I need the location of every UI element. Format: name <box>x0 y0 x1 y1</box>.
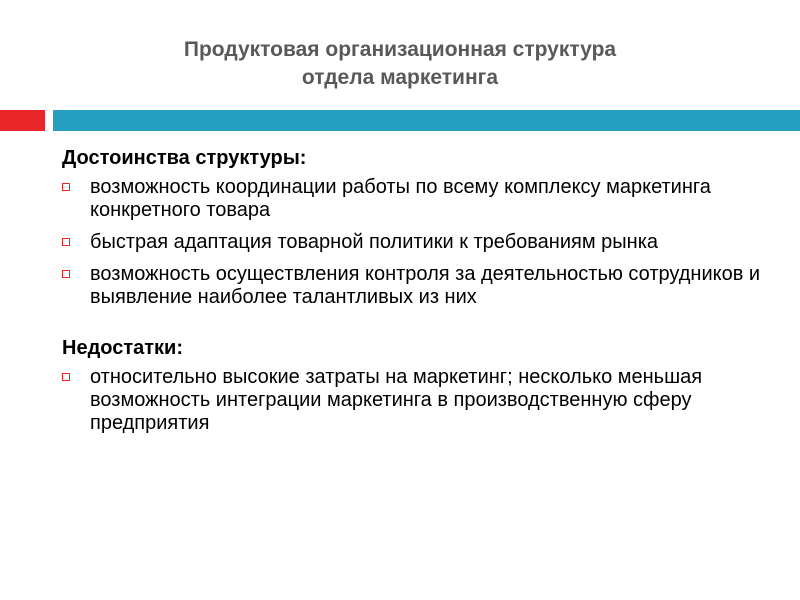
square-bullet-icon <box>62 270 70 278</box>
list-item-text: возможность координации работы по всему комплексу маркетинга конкретного товара <box>90 176 711 221</box>
square-bullet-icon <box>62 238 70 246</box>
list-item-text: быстрая адаптация товарной политики к требованиям рынка <box>90 231 659 253</box>
accent-bar-red <box>0 110 45 131</box>
advantages-list <box>62 176 782 309</box>
list-item <box>62 263 782 309</box>
advantages-heading: Достоинства структуры: <box>62 147 307 169</box>
slide-title-line-2: отдела маркетинга <box>301 66 499 89</box>
square-bullet-icon <box>62 183 70 191</box>
list-item-text: возможность осуществления контроля за деятельностью сотрудников и выявление наиболее талантливых из них <box>90 263 761 308</box>
square-bullet-icon <box>62 373 70 381</box>
list-item <box>62 366 782 435</box>
disadvantages-list <box>62 366 782 435</box>
slide-title <box>0 36 800 92</box>
list-item <box>62 231 782 254</box>
slide-content <box>62 145 782 444</box>
slide-title-line-1: Продуктовая организационная структура <box>183 38 617 61</box>
disadvantages-heading: Недостатки: <box>62 337 184 359</box>
list-item-text: относительно высокие затраты на маркетинг; несколько меньшая возможность интеграции маркетинга в производственную сферу предприятия <box>90 366 703 434</box>
accent-bar-teal <box>53 110 800 131</box>
list-item <box>62 176 782 222</box>
